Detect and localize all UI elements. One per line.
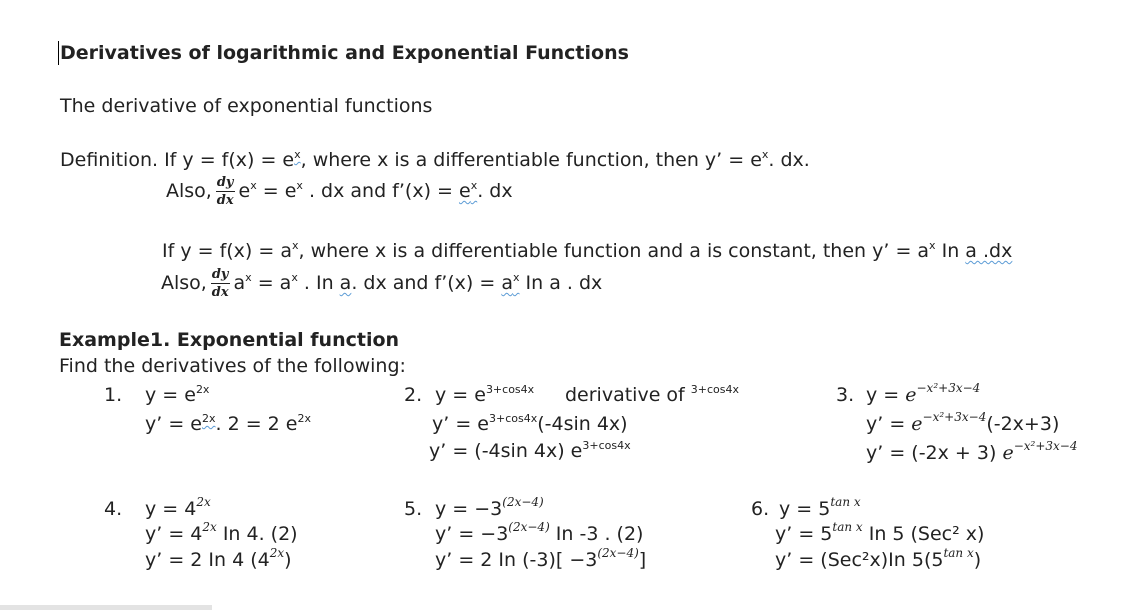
problem-2-note: derivative of $^{3+cos4x}$ <box>565 383 740 406</box>
problem-6-line-3: y’ = (Sec²x)In $5(5^{tan x})$ <box>775 546 982 571</box>
problem-6-number: 6. <box>751 498 770 520</box>
text-cursor <box>58 41 59 65</box>
problem-3-number: 3. <box>836 384 855 406</box>
problem-5-line-3: y’ = 2 In $(-3)[ -3^{(2x-4)}]$ <box>435 546 647 571</box>
dydx-fraction: $\frac{dy}{dx}$ <box>216 175 234 208</box>
problem-6-line-2: y’ = $5^{tan x}$ In 5 (Sec² x) <box>775 520 985 545</box>
problem-2-number: 2. <box>404 384 423 406</box>
also-line-a-power: Also, $\frac{dy}{dx}$ $a^x = a^x$ . In a. dx and f’(x) = $a^x$ In a . dx <box>161 267 603 300</box>
section-subheading: The derivative of exponential functions <box>60 95 433 117</box>
definition-line: Definition. If $y = f(x) = e^x$, where x is a differentiable function, then y’ = $e^x$. dx. <box>60 148 810 171</box>
problem-1-line-2: y’ = $e^{2x}$. 2 = 2 $e^{2x}$ <box>145 412 311 435</box>
problem-4-line-3: y’ = 2 In 4 $(4^{2x})$ <box>145 546 292 571</box>
problem-2-line-1: $y = e^{3+cos4x}$ <box>435 383 535 406</box>
problem-5-line-2: y’ = $-3^{(2x-4)}$ In -3 . (2) <box>435 520 644 545</box>
problem-2-line-3: y’ = (-4sin 4x) $e^{3+cos4x}$ <box>429 439 631 462</box>
problem-2-line-2: y’ = $e^{3+cos4x}(-4\sin$ 4x) <box>432 412 628 435</box>
problem-5-number: 5. <box>404 498 423 520</box>
problem-3-line-1: $y = e^{-x^2+3x-4}$ <box>866 381 981 406</box>
problem-4-number: 4. <box>104 498 123 520</box>
problem-4-line-2: y’ = $4^{2x}$ In 4. (2) <box>145 520 298 545</box>
problem-1-line-1: $y = e^{2x}$ <box>145 383 210 406</box>
dydx-fraction-2: $\frac{dy}{dx}$ <box>211 267 229 300</box>
problem-1-number: 1. <box>104 384 123 406</box>
problem-3-line-2: y’ = $e^{-x^2+3x-4}(-2x+3)$ <box>866 410 1060 435</box>
page-title: Derivatives of logarithmic and Exponential Functions <box>60 42 629 64</box>
problem-5-line-1: $y = -3^{(2x-4)}$ <box>435 495 544 520</box>
example-instruction: Find the derivatives of the following: <box>59 355 406 377</box>
problem-3-line-3: y’ = (-2x + 3) $e^{-x^2+3x-4}$ <box>866 439 1078 464</box>
if-line-exponential-a: If $y = f(x) = a^x$, where x is a differentiable function and a is constant, then y’ = $a^x$ In a .dx <box>162 239 1013 262</box>
also-line-exponential: Also, $\frac{dy}{dx}$ $e^x = e^x$ . dx and f’(x) = $e^x$. dx <box>166 175 513 208</box>
problem-4-line-1: $y = 4^{2x}$ <box>145 495 211 520</box>
horizontal-scrollbar[interactable] <box>0 605 212 610</box>
example-title: Example1. Exponential function <box>59 329 400 351</box>
problem-6-line-1: $y = 5^{tan x}$ <box>779 495 861 520</box>
